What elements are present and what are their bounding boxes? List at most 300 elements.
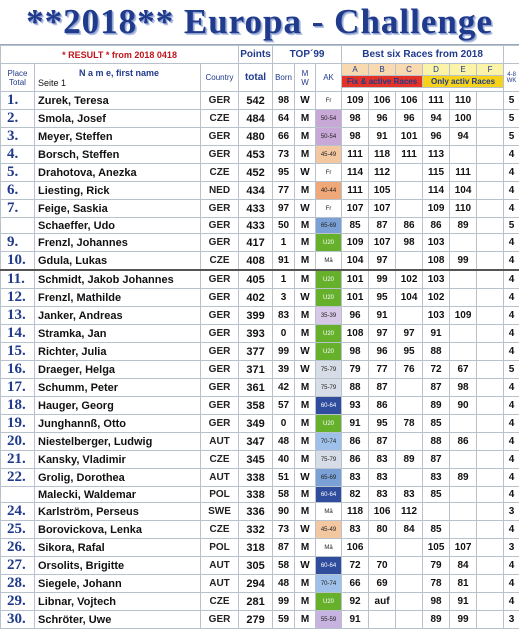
race-result-cell: 86 bbox=[396, 218, 423, 234]
name-cell: Meyer, Steffen bbox=[35, 128, 201, 146]
race-result-cell bbox=[477, 234, 504, 252]
name-cell: Orsolits, Brigitte bbox=[35, 557, 201, 575]
ak-badge: 75-79 bbox=[316, 451, 342, 469]
place-header: Place Total bbox=[1, 64, 35, 92]
race-col-f: F bbox=[477, 64, 504, 76]
race-result-cell bbox=[423, 503, 450, 521]
race-result-cell: 109 bbox=[342, 234, 369, 252]
points-cell: 399 bbox=[239, 307, 273, 325]
points-cell: 453 bbox=[239, 146, 273, 164]
wk-count-cell: 4 bbox=[504, 146, 519, 164]
country-cell: CZE bbox=[201, 451, 239, 469]
race-result-cell: 102 bbox=[396, 270, 423, 289]
race-result-cell: 87 bbox=[423, 379, 450, 397]
race-result-cell: 84 bbox=[450, 557, 477, 575]
ak-badge: U20 bbox=[316, 270, 342, 289]
country-cell: NED bbox=[201, 182, 239, 200]
ak-badge: 45-49 bbox=[316, 146, 342, 164]
born-cell: 48 bbox=[273, 575, 295, 593]
race-result-cell bbox=[477, 469, 504, 487]
race-result-cell bbox=[396, 164, 423, 182]
race-result-cell: 98 bbox=[423, 593, 450, 611]
born-cell: 1 bbox=[273, 270, 295, 289]
race-result-cell bbox=[477, 252, 504, 271]
race-result-cell bbox=[396, 557, 423, 575]
race-col-b: B bbox=[369, 64, 396, 76]
race-result-cell: 70 bbox=[369, 557, 396, 575]
wk-header-top bbox=[504, 46, 519, 64]
table-row bbox=[1, 611, 519, 629]
race-result-cell bbox=[396, 611, 423, 629]
wk-count-cell: 4 bbox=[504, 343, 519, 361]
race-result-cell bbox=[477, 218, 504, 234]
wk-count-cell: 4 bbox=[504, 325, 519, 343]
race-result-cell: 83 bbox=[396, 487, 423, 503]
country-cell: CZE bbox=[201, 164, 239, 182]
table-row bbox=[1, 539, 519, 557]
gender-cell: M bbox=[295, 252, 316, 271]
ak-badge: Fr bbox=[316, 200, 342, 218]
gender-cell: M bbox=[295, 397, 316, 415]
race-result-cell: 107 bbox=[342, 200, 369, 218]
race-result-cell: 88 bbox=[423, 433, 450, 451]
race-col-e: E bbox=[450, 64, 477, 76]
race-result-cell: 106 bbox=[396, 92, 423, 110]
country-cell: GER bbox=[201, 611, 239, 629]
points-cell: 279 bbox=[239, 611, 273, 629]
country-cell: GER bbox=[201, 128, 239, 146]
name-cell: Schröter, Uwe bbox=[35, 611, 201, 629]
born-cell: 57 bbox=[273, 397, 295, 415]
table-row bbox=[1, 252, 519, 271]
ak-badge: U20 bbox=[316, 289, 342, 307]
race-result-cell: 97 bbox=[369, 325, 396, 343]
race-result-cell: 108 bbox=[342, 325, 369, 343]
race-result-cell: 79 bbox=[342, 361, 369, 379]
country-cell: AUT bbox=[201, 557, 239, 575]
race-result-cell bbox=[396, 379, 423, 397]
race-result-cell: 91 bbox=[369, 307, 396, 325]
race-result-cell: 105 bbox=[369, 182, 396, 200]
table-row bbox=[1, 433, 519, 451]
race-result-cell: 96 bbox=[342, 307, 369, 325]
gender-cell: M bbox=[295, 307, 316, 325]
race-result-cell: 86 bbox=[342, 451, 369, 469]
race-result-cell: 96 bbox=[396, 110, 423, 128]
country-cell: CZE bbox=[201, 593, 239, 611]
race-result-cell bbox=[477, 451, 504, 469]
race-result-cell bbox=[477, 325, 504, 343]
table-row bbox=[1, 234, 519, 252]
table-row bbox=[1, 128, 519, 146]
wk-count-cell: 4 bbox=[504, 307, 519, 325]
race-result-cell: 94 bbox=[423, 110, 450, 128]
rank-cell: 18. bbox=[1, 397, 35, 415]
rank-cell: 9. bbox=[1, 234, 35, 252]
points-cell: 480 bbox=[239, 128, 273, 146]
country-cell: SWE bbox=[201, 503, 239, 521]
race-result-cell bbox=[450, 521, 477, 539]
table-body bbox=[1, 92, 519, 629]
race-result-cell: 99 bbox=[450, 611, 477, 629]
race-result-cell: 111 bbox=[342, 182, 369, 200]
gender-cell: W bbox=[295, 200, 316, 218]
race-result-cell: 83 bbox=[423, 469, 450, 487]
ak-badge: 70-74 bbox=[316, 575, 342, 593]
table-row bbox=[1, 92, 519, 110]
points-cell: 434 bbox=[239, 182, 273, 200]
wk-count-cell: 4 bbox=[504, 289, 519, 307]
race-result-cell: 97 bbox=[369, 252, 396, 271]
race-result-cell bbox=[477, 593, 504, 611]
name-cell: Sikora, Rafal bbox=[35, 539, 201, 557]
rank-cell: 24. bbox=[1, 503, 35, 521]
country-cell: GER bbox=[201, 234, 239, 252]
gender-cell: M bbox=[295, 325, 316, 343]
wk-count-cell: 4 bbox=[504, 234, 519, 252]
table-row bbox=[1, 307, 519, 325]
race-result-cell: 72 bbox=[423, 361, 450, 379]
gender-cell: M bbox=[295, 234, 316, 252]
race-result-cell: 85 bbox=[423, 487, 450, 503]
gender-cell: M bbox=[295, 487, 316, 503]
ak-badge: 60-64 bbox=[316, 397, 342, 415]
country-cell: AUT bbox=[201, 469, 239, 487]
gender-cell: M bbox=[295, 182, 316, 200]
rank-cell: 11. bbox=[1, 270, 35, 289]
race-result-cell: 109 bbox=[423, 200, 450, 218]
race-result-cell: 101 bbox=[396, 128, 423, 146]
race-result-cell bbox=[450, 234, 477, 252]
race-result-cell: 72 bbox=[342, 557, 369, 575]
race-result-cell: 104 bbox=[450, 182, 477, 200]
race-result-cell: 100 bbox=[450, 110, 477, 128]
wk-count-cell: 3 bbox=[504, 539, 519, 557]
ak-badge: 50-54 bbox=[316, 110, 342, 128]
gender-cell: M bbox=[295, 593, 316, 611]
table-row bbox=[1, 557, 519, 575]
race-result-cell bbox=[477, 200, 504, 218]
race-result-cell bbox=[450, 487, 477, 503]
born-cell: 98 bbox=[273, 92, 295, 110]
race-result-cell: 87 bbox=[369, 379, 396, 397]
race-result-cell: 111 bbox=[423, 92, 450, 110]
race-result-cell: 87 bbox=[423, 451, 450, 469]
race-result-cell bbox=[396, 307, 423, 325]
wk-count-cell: 4 bbox=[504, 415, 519, 433]
ak-badge: 45-49 bbox=[316, 521, 342, 539]
name-cell: Feige, Saskia bbox=[35, 200, 201, 218]
country-cell: POL bbox=[201, 539, 239, 557]
gender-cell: M bbox=[295, 146, 316, 164]
race-result-cell: 94 bbox=[450, 128, 477, 146]
country-cell: CZE bbox=[201, 110, 239, 128]
rank-cell: 6. bbox=[1, 182, 35, 200]
race-result-cell: 98 bbox=[342, 110, 369, 128]
race-result-cell bbox=[477, 182, 504, 200]
country-cell: GER bbox=[201, 361, 239, 379]
wk-count-cell: 4 bbox=[504, 575, 519, 593]
race-result-cell: 95 bbox=[396, 343, 423, 361]
points-cell: 347 bbox=[239, 433, 273, 451]
country-cell: POL bbox=[201, 487, 239, 503]
born-cell: 64 bbox=[273, 110, 295, 128]
race-result-cell: 113 bbox=[423, 146, 450, 164]
gender-cell: M bbox=[295, 503, 316, 521]
ak-badge: 35-39 bbox=[316, 307, 342, 325]
race-result-cell: 98 bbox=[342, 343, 369, 361]
country-cell: GER bbox=[201, 270, 239, 289]
country-cell: CZE bbox=[201, 521, 239, 539]
points-cell: 338 bbox=[239, 469, 273, 487]
race-result-cell bbox=[477, 397, 504, 415]
race-result-cell: 83 bbox=[369, 487, 396, 503]
ak-badge: 75-79 bbox=[316, 361, 342, 379]
points-cell: 433 bbox=[239, 218, 273, 234]
country-cell: AUT bbox=[201, 433, 239, 451]
race-result-cell bbox=[369, 611, 396, 629]
ak-badge: 60-64 bbox=[316, 557, 342, 575]
race-result-cell: 82 bbox=[342, 487, 369, 503]
wk-count-cell: 4 bbox=[504, 182, 519, 200]
race-result-cell: 98 bbox=[342, 128, 369, 146]
rank-cell: 21. bbox=[1, 451, 35, 469]
table-row bbox=[1, 469, 519, 487]
born-cell: 73 bbox=[273, 521, 295, 539]
points-cell: 294 bbox=[239, 575, 273, 593]
race-result-cell bbox=[477, 557, 504, 575]
points-cell: 318 bbox=[239, 539, 273, 557]
wk-count-cell: 4 bbox=[504, 557, 519, 575]
race-result-cell: 98 bbox=[396, 234, 423, 252]
gender-cell: M bbox=[295, 128, 316, 146]
born-cell: 48 bbox=[273, 433, 295, 451]
gender-cell: W bbox=[295, 361, 316, 379]
race-result-cell: 90 bbox=[450, 397, 477, 415]
race-result-cell bbox=[477, 521, 504, 539]
wk-count-cell: 5 bbox=[504, 92, 519, 110]
gender-cell: M bbox=[295, 433, 316, 451]
race-result-cell: 109 bbox=[342, 92, 369, 110]
race-result-cell: 112 bbox=[369, 164, 396, 182]
ak-badge: Mä bbox=[316, 503, 342, 521]
ak-badge: 50-54 bbox=[316, 128, 342, 146]
table-row bbox=[1, 270, 519, 289]
gender-cell: M bbox=[295, 611, 316, 629]
born-cell: 91 bbox=[273, 252, 295, 271]
table-header bbox=[1, 46, 519, 92]
points-cell: 345 bbox=[239, 451, 273, 469]
points-header: Points bbox=[239, 46, 273, 64]
born-cell: 58 bbox=[273, 557, 295, 575]
race-result-cell bbox=[477, 503, 504, 521]
race-result-cell bbox=[396, 593, 423, 611]
race-result-cell: 107 bbox=[450, 539, 477, 557]
race-result-cell: 76 bbox=[396, 361, 423, 379]
born-cell: 97 bbox=[273, 200, 295, 218]
born-cell: 99 bbox=[273, 593, 295, 611]
race-result-cell: 91 bbox=[423, 325, 450, 343]
name-cell: Niestelberger, Ludwig bbox=[35, 433, 201, 451]
table-row bbox=[1, 146, 519, 164]
ak-badge: U20 bbox=[316, 593, 342, 611]
result-label: * RESULT * from 2018 0418 bbox=[1, 46, 239, 64]
born-header: Born bbox=[273, 64, 295, 92]
race-result-cell: 102 bbox=[423, 289, 450, 307]
race-result-cell: 96 bbox=[369, 343, 396, 361]
race-result-cell: 96 bbox=[369, 110, 396, 128]
name-cell: Schaeffer, Udo bbox=[35, 218, 201, 234]
race-result-cell: 106 bbox=[342, 539, 369, 557]
race-result-cell: 96 bbox=[423, 128, 450, 146]
race-result-cell: 83 bbox=[369, 451, 396, 469]
table-row bbox=[1, 182, 519, 200]
country-cell: GER bbox=[201, 325, 239, 343]
race-col-c: C bbox=[396, 64, 423, 76]
country-cell: GER bbox=[201, 397, 239, 415]
name-cell: Hauger, Georg bbox=[35, 397, 201, 415]
rank-cell: 26. bbox=[1, 539, 35, 557]
race-result-cell: 78 bbox=[396, 415, 423, 433]
name-cell: Borovickova, Lenka bbox=[35, 521, 201, 539]
rank-cell: 7. bbox=[1, 200, 35, 218]
name-cell: Stramka, Jan bbox=[35, 325, 201, 343]
race-result-cell bbox=[450, 146, 477, 164]
country-cell: GER bbox=[201, 343, 239, 361]
gender-cell: W bbox=[295, 343, 316, 361]
top99-header: TOP´99 bbox=[273, 46, 342, 64]
race-result-cell bbox=[369, 539, 396, 557]
name-cell: Smola, Josef bbox=[35, 110, 201, 128]
table-row bbox=[1, 451, 519, 469]
race-result-cell: 86 bbox=[369, 397, 396, 415]
fix-races-label: Fix & active Races bbox=[342, 76, 423, 88]
race-result-cell: 103 bbox=[423, 307, 450, 325]
rank-cell: 3. bbox=[1, 128, 35, 146]
race-result-cell: 81 bbox=[450, 575, 477, 593]
gender-cell: W bbox=[295, 557, 316, 575]
born-cell: 73 bbox=[273, 146, 295, 164]
race-result-cell: 106 bbox=[369, 92, 396, 110]
gender-cell: M bbox=[295, 539, 316, 557]
rank-cell: 14. bbox=[1, 325, 35, 343]
gender-cell: M bbox=[295, 415, 316, 433]
race-result-cell: 91 bbox=[342, 415, 369, 433]
table-row bbox=[1, 379, 519, 397]
wk-count-cell: 3 bbox=[504, 503, 519, 521]
race-result-cell: 98 bbox=[450, 379, 477, 397]
ak-badge: U20 bbox=[316, 343, 342, 361]
table-row bbox=[1, 521, 519, 539]
race-result-cell: 95 bbox=[369, 289, 396, 307]
gender-cell: M bbox=[295, 218, 316, 234]
race-result-cell: 103 bbox=[423, 234, 450, 252]
points-cell: 305 bbox=[239, 557, 273, 575]
ak-badge: 55-59 bbox=[316, 611, 342, 629]
name-cell: Zurek, Teresa bbox=[35, 92, 201, 110]
wk-count-cell: 4 bbox=[504, 270, 519, 289]
born-cell: 66 bbox=[273, 128, 295, 146]
race-result-cell: 86 bbox=[450, 433, 477, 451]
race-result-cell: 103 bbox=[423, 270, 450, 289]
country-cell: GER bbox=[201, 307, 239, 325]
race-result-cell: 69 bbox=[369, 575, 396, 593]
race-result-cell: 83 bbox=[342, 521, 369, 539]
points-cell: 405 bbox=[239, 270, 273, 289]
name-cell: Frenzl, Mathilde bbox=[35, 289, 201, 307]
points-cell: 484 bbox=[239, 110, 273, 128]
race-result-cell: 99 bbox=[369, 270, 396, 289]
born-cell: 99 bbox=[273, 343, 295, 361]
wk-count-cell: 4 bbox=[504, 252, 519, 271]
race-result-cell: 83 bbox=[342, 469, 369, 487]
ak-header: AK bbox=[316, 64, 342, 92]
race-result-cell: 87 bbox=[369, 433, 396, 451]
table-row bbox=[1, 110, 519, 128]
race-result-cell: 111 bbox=[396, 146, 423, 164]
race-result-cell: 104 bbox=[396, 289, 423, 307]
ak-badge: U20 bbox=[316, 325, 342, 343]
table-row bbox=[1, 289, 519, 307]
points-cell: 349 bbox=[239, 415, 273, 433]
name-cell: Malecki, Waldemar bbox=[35, 487, 201, 503]
points-cell: 542 bbox=[239, 92, 273, 110]
race-result-cell: 79 bbox=[423, 557, 450, 575]
points-cell: 452 bbox=[239, 164, 273, 182]
race-result-cell: 111 bbox=[450, 164, 477, 182]
race-result-cell: 87 bbox=[369, 218, 396, 234]
race-result-cell bbox=[477, 110, 504, 128]
ak-badge: 70-74 bbox=[316, 433, 342, 451]
country-cell: GER bbox=[201, 289, 239, 307]
race-result-cell: 88 bbox=[342, 379, 369, 397]
rank-cell: 12. bbox=[1, 289, 35, 307]
ak-badge: U20 bbox=[316, 234, 342, 252]
country-cell: GER bbox=[201, 146, 239, 164]
race-result-cell: 85 bbox=[423, 415, 450, 433]
page-title: **2018** Europa - Challenge bbox=[0, 2, 519, 42]
gender-cell: M bbox=[295, 379, 316, 397]
ak-badge: Mä bbox=[316, 539, 342, 557]
born-cell: 3 bbox=[273, 289, 295, 307]
name-cell: Kansky, Vladimir bbox=[35, 451, 201, 469]
table-row bbox=[1, 218, 519, 234]
race-result-cell bbox=[477, 270, 504, 289]
rank-cell: 20. bbox=[1, 433, 35, 451]
race-result-cell bbox=[396, 469, 423, 487]
points-cell: 408 bbox=[239, 252, 273, 271]
name-cell: Borsch, Steffen bbox=[35, 146, 201, 164]
rank-cell: 5. bbox=[1, 164, 35, 182]
born-cell: 58 bbox=[273, 487, 295, 503]
race-result-cell bbox=[396, 182, 423, 200]
points-cell: 332 bbox=[239, 521, 273, 539]
points-total-header: total bbox=[239, 64, 273, 92]
wk-count-cell: 4 bbox=[504, 487, 519, 503]
race-result-cell: 91 bbox=[369, 128, 396, 146]
gender-cell: M bbox=[295, 110, 316, 128]
race-result-cell: 111 bbox=[342, 146, 369, 164]
race-result-cell: 78 bbox=[423, 575, 450, 593]
race-result-cell bbox=[396, 200, 423, 218]
race-result-cell: 118 bbox=[342, 503, 369, 521]
gender-cell: W bbox=[295, 92, 316, 110]
race-result-cell: 107 bbox=[369, 234, 396, 252]
points-cell: 433 bbox=[239, 200, 273, 218]
race-result-cell: 118 bbox=[369, 146, 396, 164]
wk-count-cell: 3 bbox=[504, 611, 519, 629]
race-result-cell bbox=[477, 539, 504, 557]
